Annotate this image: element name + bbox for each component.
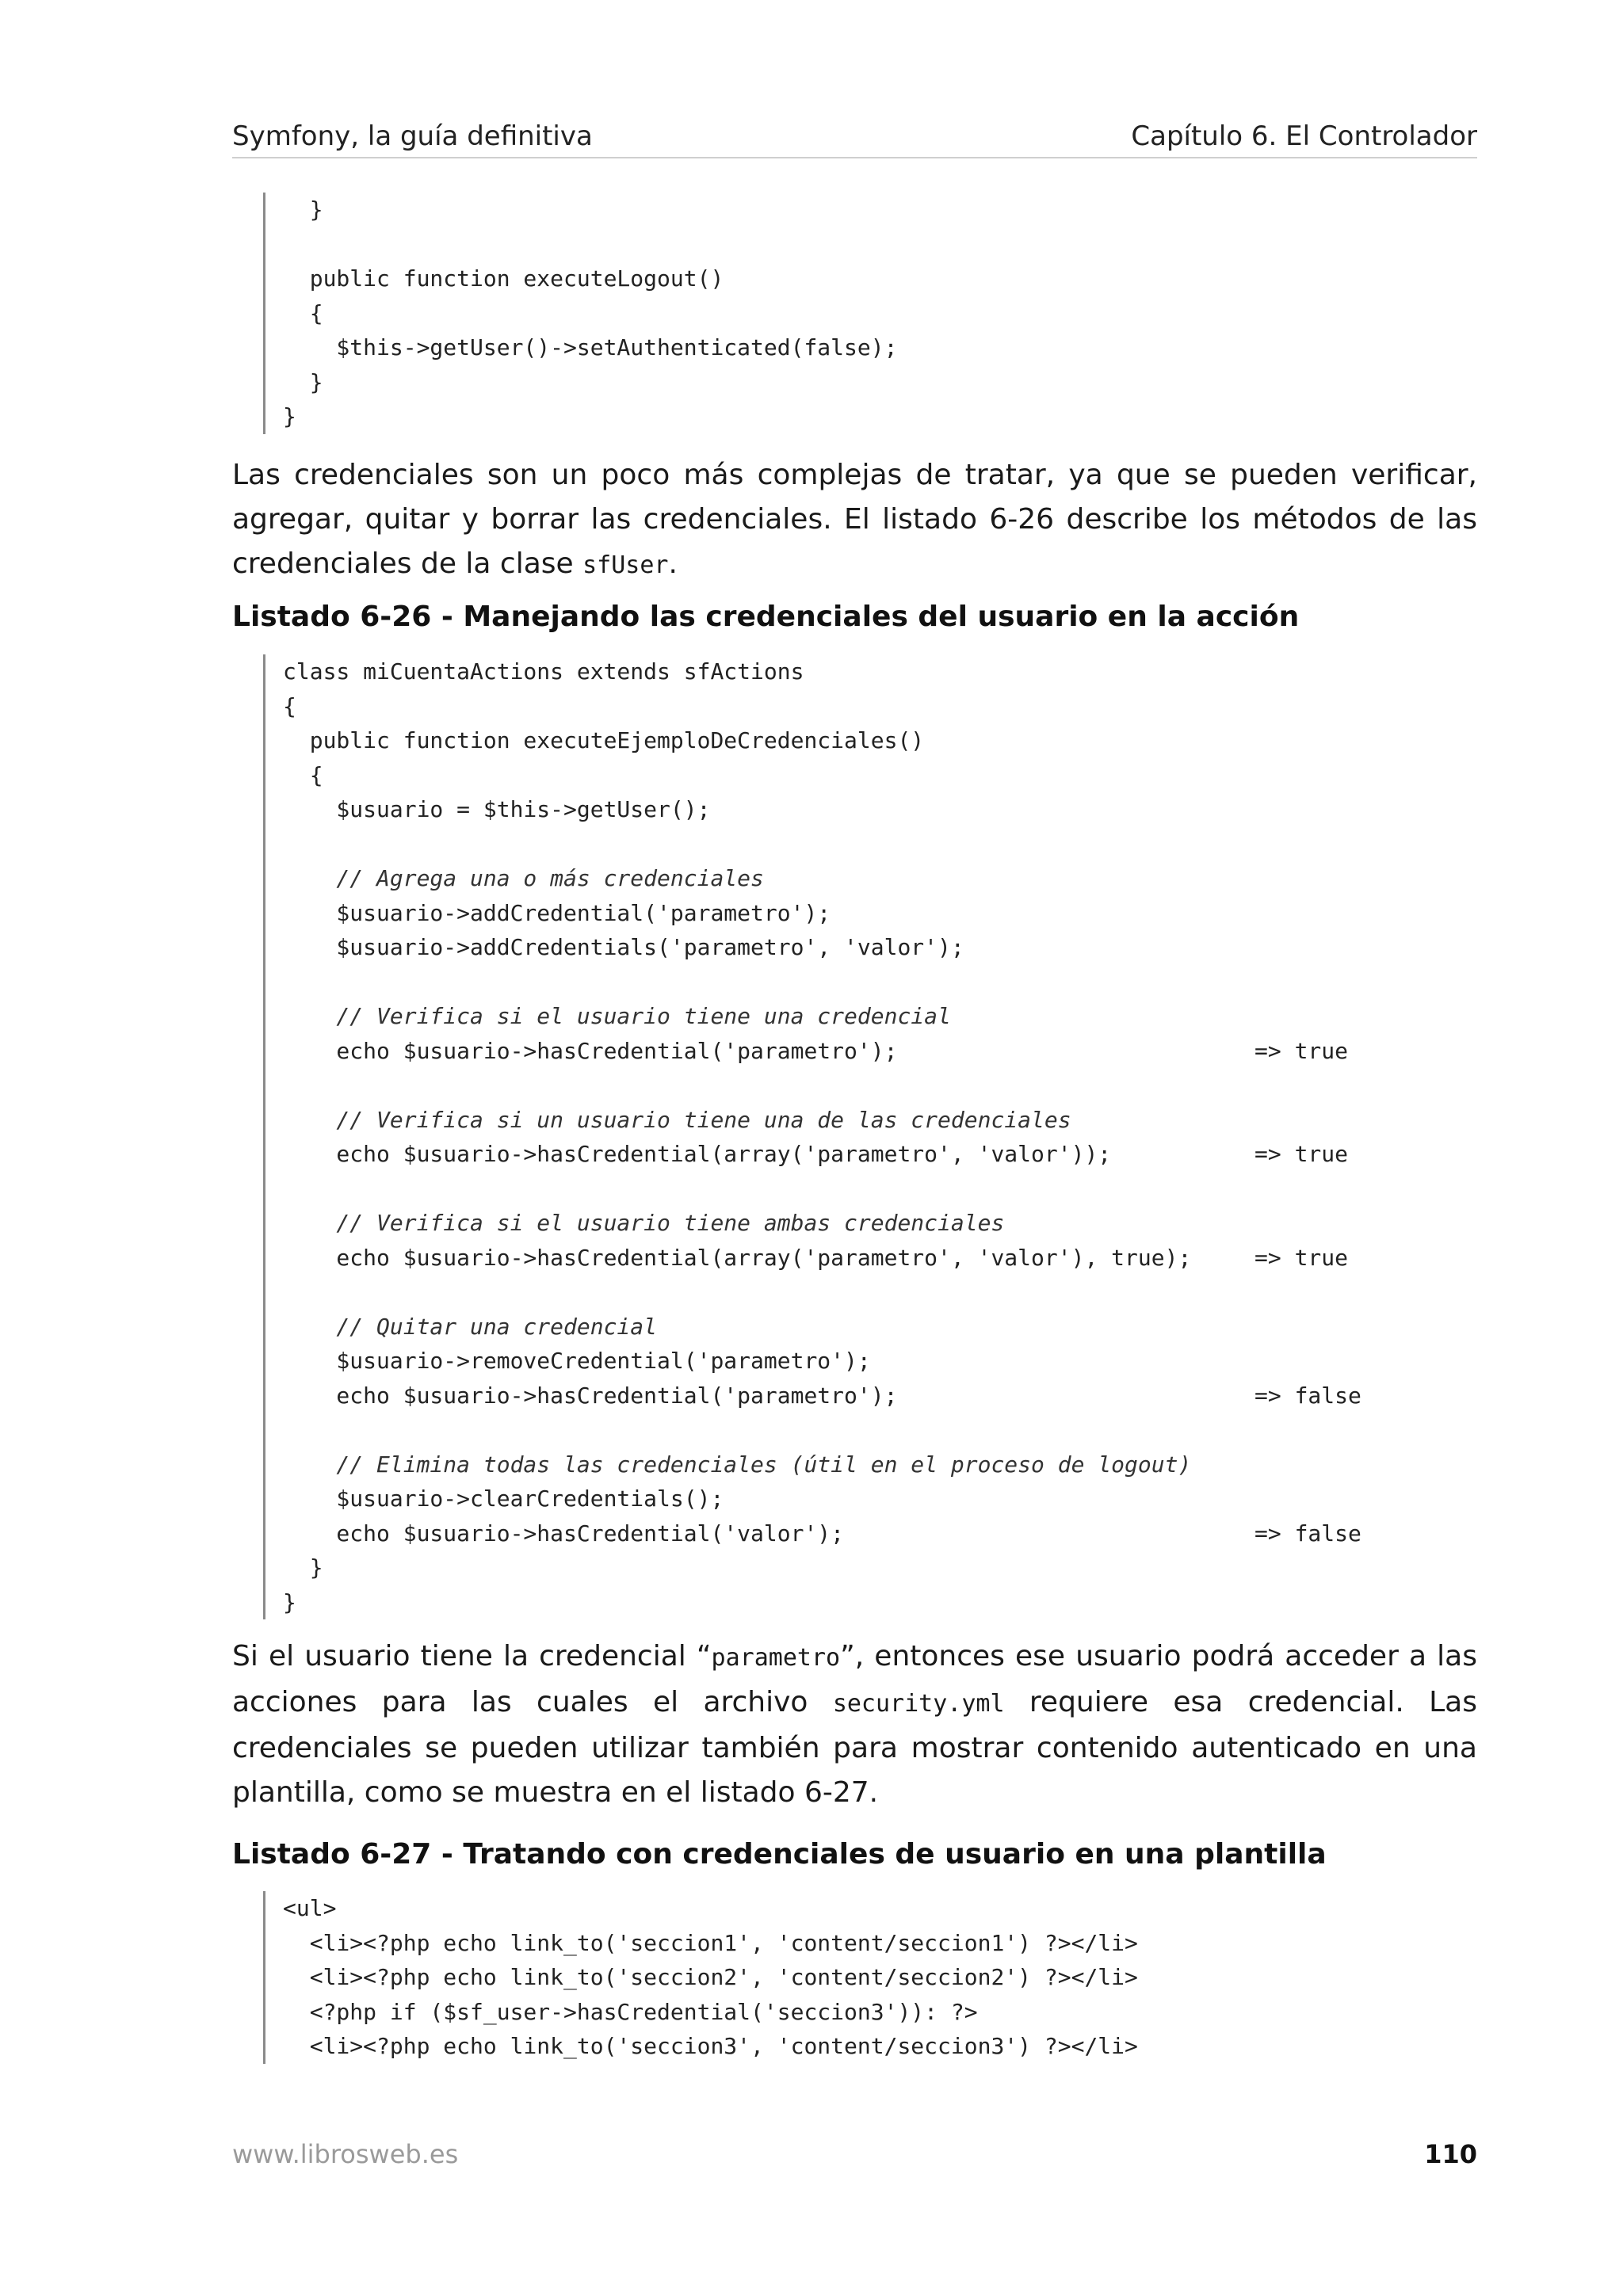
code-text: $usuario->clearCredentials();: [283, 1486, 724, 1512]
code-line: [283, 1926, 1138, 1961]
code-text: echo $usuario->hasCredential('parametro');: [283, 1037, 898, 1064]
code-text: $usuario = $this->getUser();: [283, 796, 711, 822]
code-line: [283, 1344, 1191, 1379]
code-line: [283, 399, 897, 434]
paragraph-text: Si el usuario tiene la credencial “: [232, 1640, 712, 1672]
code-line: [283, 1241, 1349, 1276]
code-text: echo $usuario->hasCredential('valor');: [283, 1520, 845, 1547]
paragraph-text: requiere esa credencial. Las credenciales se pueden utilizar también para mostrar contenido autenticado en una plantilla, como se muestra en el listado 6-27.: [232, 1686, 1477, 1809]
code-text: echo $usuario->hasCredential(array('parametro', 'valor'), true);: [283, 1244, 1192, 1271]
code-line: [283, 930, 1191, 965]
code-text: }: [283, 1589, 296, 1615]
code-text: {: [283, 299, 323, 326]
book-title: Symfony, la guía definitiva: [232, 120, 593, 152]
code-text: <li><?php echo link_to('seccion2', 'content/seccion2') ?></li>: [283, 1964, 1138, 1990]
code-line: [283, 1516, 1361, 1551]
code-result: => false: [1254, 1382, 1361, 1409]
code-comment: // Agrega una o más credenciales: [283, 865, 764, 891]
listing-6-27-title: Listado 6-27 - Tratando con credenciales de usuario en una plantilla: [232, 1838, 1327, 1871]
code-line: [283, 1206, 1191, 1241]
code-text: <?php if ($sf_user->hasCredential('seccion3')): ?>: [283, 1998, 978, 2025]
code-comment: // Quitar una credencial: [283, 1313, 658, 1340]
code-text: $usuario->addCredentials('parametro', 'valor');: [283, 934, 964, 960]
code-line: [283, 1103, 1191, 1138]
code-line: [283, 193, 897, 227]
code-block-top: [263, 193, 897, 434]
code-comment: // Verifica si el usuario tiene ambas credenciales: [283, 1210, 1005, 1236]
code-text: $this->getUser()->setAuthenticated(false);: [283, 334, 898, 360]
code-line: [283, 1034, 1349, 1069]
code-line: [283, 1550, 1191, 1585]
code-text: }: [283, 368, 323, 395]
code-result: => false: [1254, 1520, 1361, 1547]
code-text: <li><?php echo link_to('seccion1', 'content/seccion1') ?></li>: [283, 1929, 1138, 1956]
code-text: $usuario->addCredential('parametro');: [283, 899, 831, 926]
page-number: 110: [1424, 2139, 1477, 2169]
chapter-title: Capítulo 6. El Controlador: [1131, 120, 1477, 152]
code-line: [283, 1172, 1191, 1207]
code-line: [283, 1995, 1138, 2030]
code-text: {: [283, 692, 296, 719]
code-line: [283, 689, 1191, 724]
code-block-listing-6-27: [263, 1891, 1138, 2064]
code-text: }: [283, 403, 296, 429]
listing-6-26-title: Listado 6-26 - Manejando las credenciales del usuario en la acción: [232, 601, 1300, 633]
code-text: $usuario->removeCredential('parametro');: [283, 1348, 871, 1374]
code-text: echo $usuario->hasCredential(array('parametro', 'valor'));: [283, 1141, 1112, 1167]
code-result: => true: [1254, 1037, 1349, 1064]
code-comment: // Verifica si el usuario tiene una credencial: [283, 1003, 951, 1029]
code-line: [283, 1585, 1191, 1620]
code-text: class miCuentaActions extends sfActions: [283, 658, 804, 685]
code-line: [283, 1891, 1138, 1926]
code-line: [283, 723, 1191, 758]
code-line: [283, 1068, 1191, 1103]
code-block-listing-6-26: [263, 654, 1361, 1619]
code-text: <ul>: [283, 1895, 337, 1921]
code-result: => true: [1254, 1244, 1349, 1271]
code-comment: // Verifica si un usuario tiene una de las credenciales: [283, 1106, 1071, 1133]
code-line: [283, 758, 1191, 793]
code-text: }: [283, 1554, 323, 1581]
code-line: [283, 330, 897, 365]
inline-code-sfuser: sfUser: [582, 551, 669, 579]
code-text: }: [283, 196, 323, 223]
code-text: {: [283, 761, 323, 788]
paragraph-text: Las credenciales son un poco más complejas de tratar, ya que se pueden verificar, agregar, quitar y borrar las credenciales. El listado 6-26 describe los métodos de las credenciales de la clase: [232, 459, 1477, 580]
code-line: [283, 1413, 1191, 1447]
code-line: [283, 896, 1191, 931]
code-result: => true: [1254, 1141, 1349, 1167]
code-line: [283, 1379, 1361, 1413]
code-line: [283, 999, 1191, 1034]
code-line: [283, 792, 1191, 827]
inline-code-security-yml: security.yml: [832, 1690, 1005, 1718]
code-line: [283, 1310, 1191, 1344]
code-line: [283, 1137, 1349, 1172]
code-line: [283, 654, 1191, 689]
code-line: [283, 965, 1191, 1000]
code-line: [283, 227, 897, 262]
code-text: public function executeEjemploDeCredenciales(): [283, 727, 925, 753]
code-text: public function executeLogout(): [283, 265, 724, 292]
paragraph-text: .: [668, 547, 678, 580]
code-line: [283, 1482, 1191, 1516]
code-text: echo $usuario->hasCredential('parametro');: [283, 1382, 898, 1409]
code-line: [283, 1275, 1191, 1310]
paragraph-credentials-usage: [232, 1634, 1477, 1815]
code-line: [283, 296, 897, 331]
paragraph-text: ”, entonces ese usuario podrá acceder a las acciones para las cuales el archivo: [232, 1640, 1477, 1718]
code-line: [283, 861, 1191, 896]
code-line: [283, 827, 1191, 862]
code-line: [283, 261, 897, 296]
paragraph-credentials-intro: [232, 453, 1477, 588]
code-text: <li><?php echo link_to('seccion3', 'content/seccion3') ?></li>: [283, 2033, 1138, 2059]
inline-code-parametro: parametro: [711, 1644, 841, 1672]
code-line: [283, 1447, 1191, 1482]
code-line: [283, 2029, 1138, 2064]
code-line: [283, 365, 897, 400]
page-header: [232, 119, 1477, 158]
code-line: [283, 1960, 1138, 1995]
footer-site: www.librosweb.es: [232, 2139, 459, 2169]
code-comment: // Elimina todas las credenciales (útil en el proceso de logout): [283, 1451, 1192, 1478]
